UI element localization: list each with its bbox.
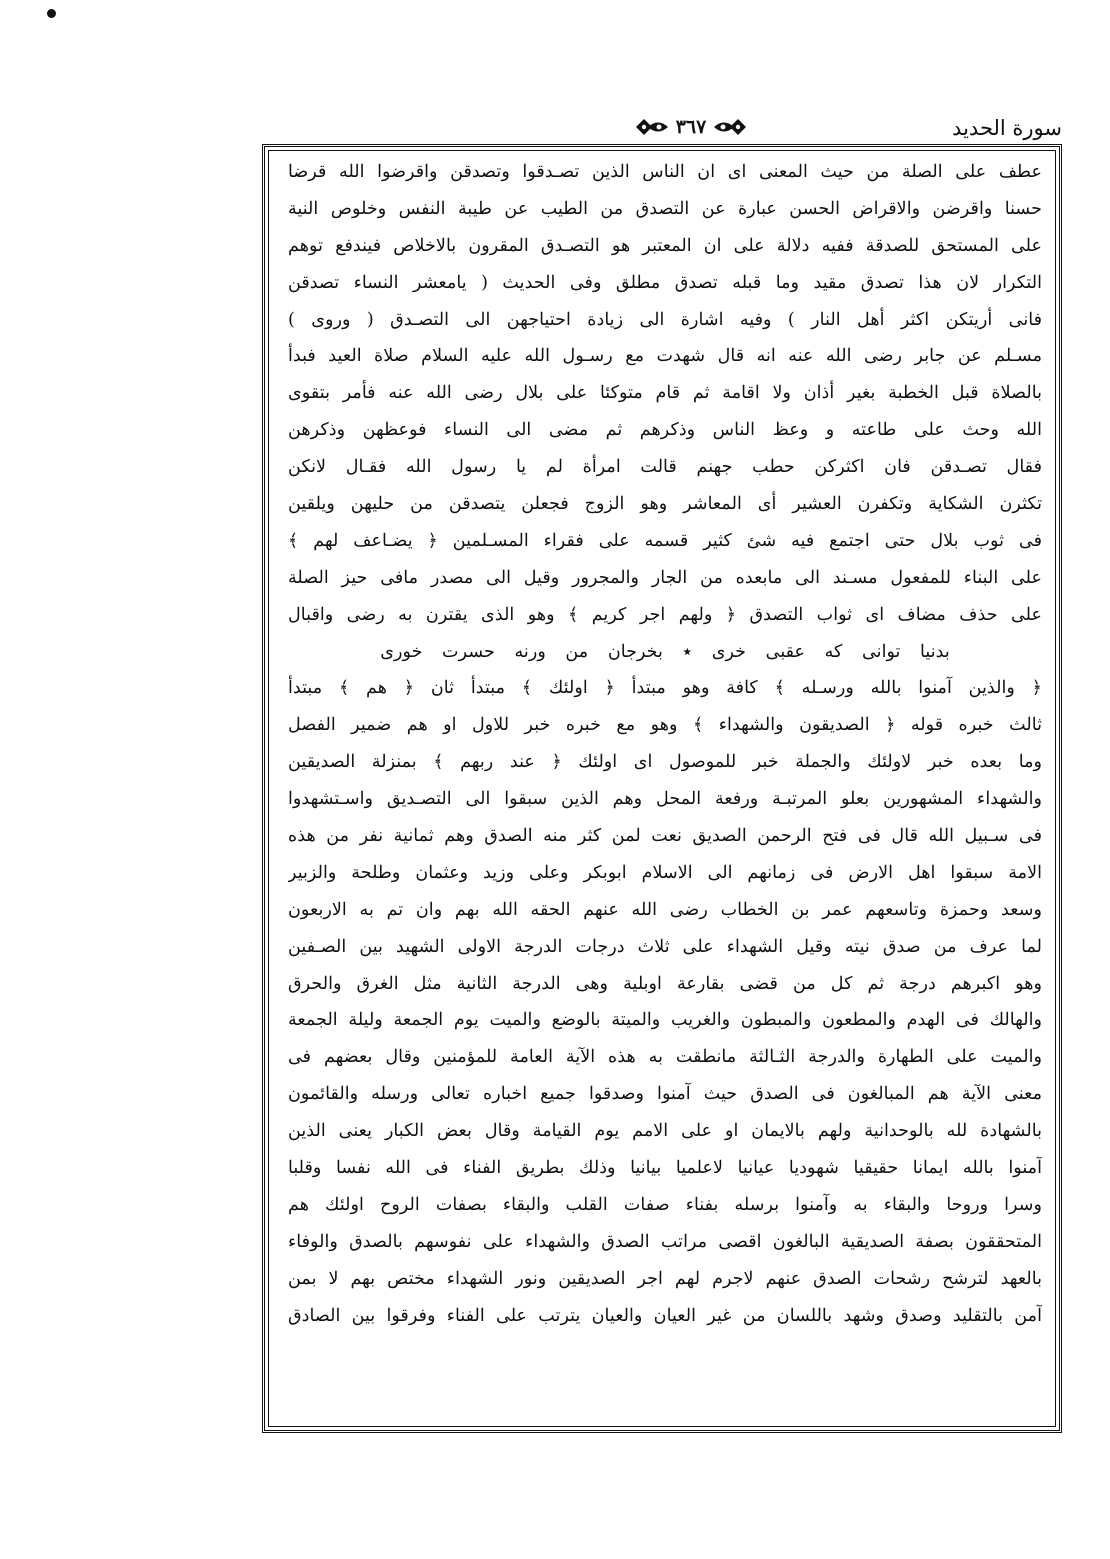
text-line: بالعهد لترشح رشحات الصدق عنهم لاجرم لهم اجر الصديقين ونور الشهداء مختص بهم لا بمن xyxy=(288,1268,1042,1289)
text-line: التكرار لان هذا تصدق مقيد وما قبله تصدق مطلق وفى الحديث ( يامعشر النساء تصدقن xyxy=(288,272,1042,293)
text-line: والشهداء المشهورين بعلو المرتبـة ورفعة المحل وهم الذين سبقوا الى التصـديق واسـتشهدوا xyxy=(288,789,1042,810)
floral-ornament-icon xyxy=(712,116,748,138)
text-line: ﴿ والذين آمنوا بالله ورسـله ﴾ كافة وهو مبتدأ ﴿ اولئك ﴾ مبتدأ ثان ﴿ هم ﴾ مبتدأ xyxy=(288,678,1042,699)
text-line: على البناء للمفعول مسـند الى مابعده من الجار والمجرور وقيل الى مصدر مافى حيز الصلة xyxy=(288,567,1042,588)
body-text xyxy=(288,154,1042,1335)
text-line: الامة سبقوا اهل الارض فى زمانهم الى الاسلام ابوبكر وعلى وزيد وعثمان وطلحة والزبير xyxy=(288,862,1042,883)
page-header xyxy=(262,112,1062,144)
text-line: فانى أريتكن اكثر أهل النار ) وفيه اشارة الى زيادة احتياجهن الى التصـدق ( وروى ) xyxy=(288,309,1042,330)
text-line: آمن بالتقليد وصدق وشهد باللسان من غير العيان والعيان يترتب على الفناء وفرقوا بين الصادق xyxy=(288,1305,1042,1326)
text-line: بالصلاة قبل الخطبة بغير أذان ولا اقامة ثم قام متوكئا على بلال رضى الله عنه فأمر بتقوى xyxy=(288,383,1042,404)
page-corner-dot xyxy=(47,9,56,18)
surah-title: سورة الحديد xyxy=(952,116,1062,140)
text-line: وما بعده خبر لاولئك والجملة خبر للموصول اى اولئك ﴿ عند ربهم ﴾ بمنزلة الصديقين xyxy=(288,752,1042,773)
text-line: المتحققون بصفة الصديقية البالغون اقصى مراتب الصدق والشهداء على نفوسهم بالصدق والوفاء xyxy=(288,1231,1042,1252)
text-line: وسعد وحمزة وتاسعهم عمر بن الخطاب رضى الله عنهم الحقه الله بهم وان تم به الاربعون xyxy=(288,899,1042,920)
text-line: مسـلم عن جابر رضى الله عنه انه قال شهدت مع رسـول الله عليه السلام صلاة العيد فبدأ xyxy=(288,346,1042,367)
text-line: لما عرف من صدق نيته وقيل الشهداء على ثلاث درجات الدرجة الاولى الشهيد بين الصـفين xyxy=(288,936,1042,957)
text-line: والميت على الطهارة والدرجة الثـالثة مانطقت به هذه الآية العامة للمؤمنين وقال بعضهم فى xyxy=(288,1047,1042,1068)
page-number: ٣٦٧ xyxy=(675,116,707,138)
text-line: الله وحث على طاعته و وعظ الناس وذكرهم ثم مضى الى النساء فوعظهن وذكرهن xyxy=(288,420,1042,441)
page-number-ornament xyxy=(580,114,802,140)
text-line: على المستحق للصدقة ففيه دلالة على ان المعتبر هو التصـدق المقرون بالاخلاص فيندفع توهم xyxy=(288,235,1042,256)
text-line: آمنوا بالله ايمانا حقيقيا شهوديا عيانيا لاعلميا بيانيا وذلك بطريق الفناء فى الله نفسا وقلبا xyxy=(288,1158,1042,1179)
text-line: ثالث خبره قوله ﴿ الصديقون والشهداء ﴾ وهو مع خبره خبر للاول او هم ضمير الفصل xyxy=(288,715,1042,736)
text-line: على حذف مضاف اى ثواب التصدق ﴿ ولهم اجر كريم ﴾ وهو الذى يقترن به رضى واقبال xyxy=(288,604,1042,625)
text-line: فى ثوب بلال حتى اجتمع فيه شئ كثير قسمه على فقراء المسـلمين ﴿ يضـاعف لهم ﴾ xyxy=(288,530,1042,551)
persian-verse-line: بدنيا توانى كه عقبى خرى ٭ بخرجان من ورنه حسرت خورى xyxy=(380,641,950,662)
text-line: معنى الآية هم المبالغون فى الصدق حيث آمنوا وصدقوا جميع اخباره تعالى ورسله والقائمون xyxy=(288,1084,1042,1105)
text-line: حسنا واقرضن والاقراض الحسن عبارة عن التصدق من الطيب عن طيبة النفس وخلوص النية xyxy=(288,198,1042,219)
text-line: فقال تصـدقن فان اكثركن حطب جهنم قالت امرأة لم يا رسول الله فقـال لانكن xyxy=(288,457,1042,478)
text-line: وهو اكبرهم درجة ثم كل من قضى بقارعة اوبلية وهى الدرجة الثانية مثل الغرق والحرق xyxy=(288,973,1042,994)
text-line: بالشهادة لله بالوحدانية ولهم بالايمان او على الامم يوم القيامة وقال بعض الكبار يعنى الذين xyxy=(288,1121,1042,1142)
text-frame xyxy=(262,144,1062,1433)
text-line: وسرا وروحا والبقاء به وآمنوا برسله بفناء صفات القلب والبقاء بصفات الروح اولئك هم xyxy=(288,1194,1042,1215)
text-line: والهالك فى الهدم والمطعون والمبطون والغريب والميتة بالوضع والميت يوم الجمعة وليلة الجمعة xyxy=(288,1010,1042,1031)
text-line: فى سـبيل الله قال فى فتح الرحمن الصديق نعت لمن كثر منه الصدق وهم ثمانية نفر من هذه xyxy=(288,826,1042,847)
text-line: تكثرن الشكاية وتكفرن العشير أى المعاشر وهو الزوج فجعلن يتصدقن من حليهن ويلقين xyxy=(288,494,1042,515)
floral-ornament-icon xyxy=(634,116,670,138)
text-line: عطف على الصلة من حيث المعنى اى ان الناس الذين تصـدقوا وتصدقن واقرضوا الله قرضا xyxy=(288,162,1042,182)
